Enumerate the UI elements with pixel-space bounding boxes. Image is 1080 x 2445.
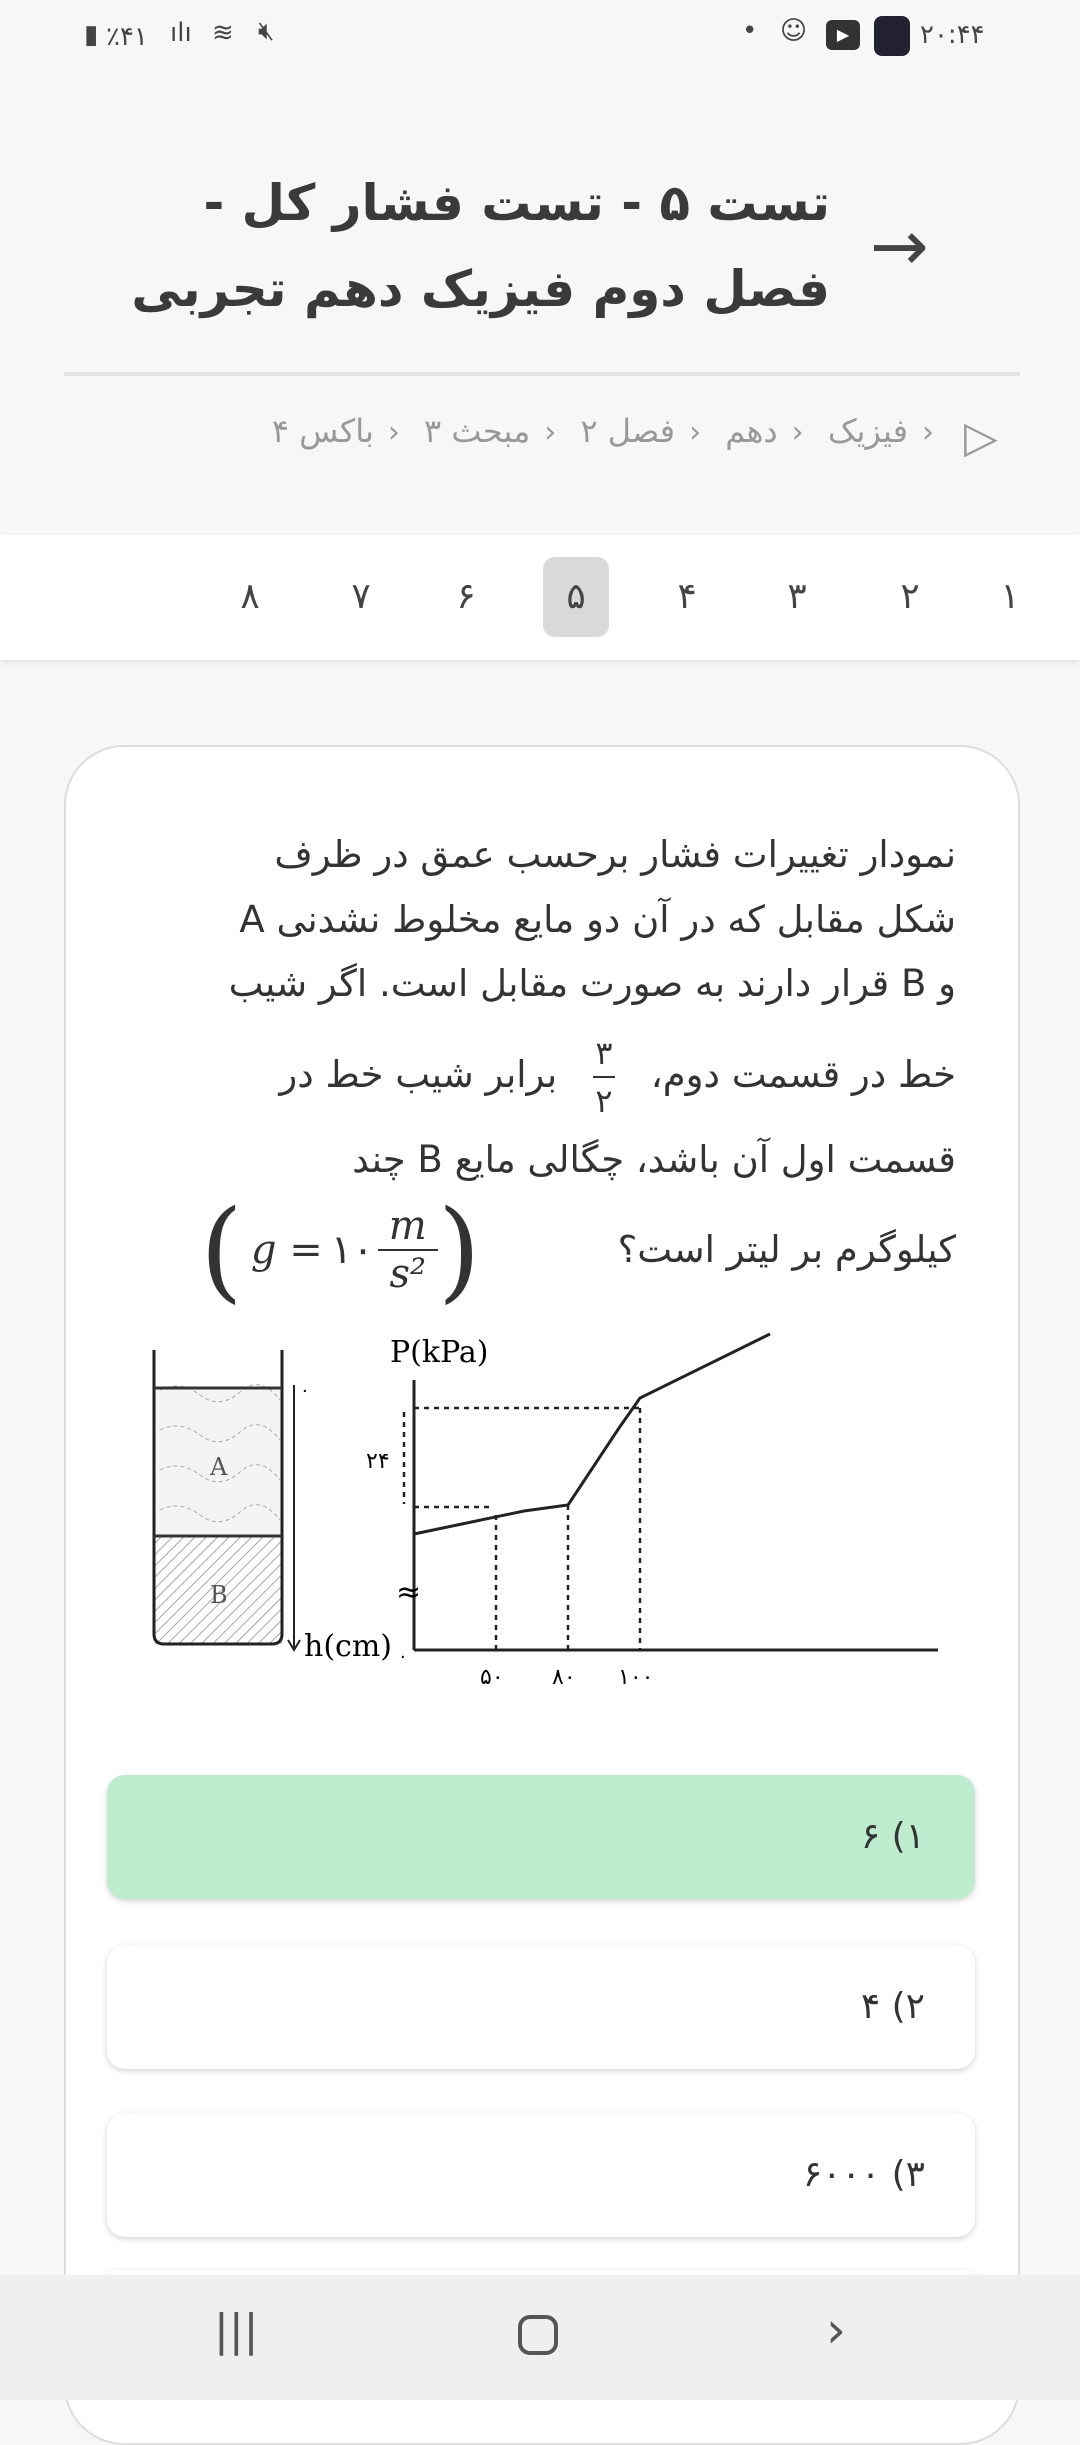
tab-6[interactable]: ۶ xyxy=(456,576,476,617)
mute-icon: 🔇︎ xyxy=(258,16,275,46)
container-diagram xyxy=(154,1350,392,1664)
breadcrumb-item[interactable]: فصل ۲ xyxy=(580,412,676,450)
tab-7[interactable]: ۷ xyxy=(351,576,371,617)
face-icon: ☺ xyxy=(780,16,808,46)
tab-1[interactable]: ۱ xyxy=(1000,576,1020,617)
divider xyxy=(64,372,1020,376)
question-text xyxy=(279,1030,956,1120)
play-outline-icon[interactable]: ▷ xyxy=(964,412,998,463)
question-text-part: برابر شیب خط در xyxy=(279,1053,558,1096)
option-3[interactable]: ۳) ۶۰۰۰ xyxy=(107,2113,975,2237)
page-title xyxy=(130,160,830,332)
status-bar xyxy=(0,0,1080,75)
formula-den: s² xyxy=(389,1251,427,1297)
liquid-b-label: B xyxy=(210,1581,228,1609)
formula-fraction xyxy=(378,1203,438,1297)
breadcrumb: ‹فیزیک ‹دهم ‹فصل ۲ ‹مبحث ۳ ‹باکس ۴ xyxy=(271,412,934,450)
system-nav-bar xyxy=(0,2275,1080,2400)
graph-origin: ۰ xyxy=(398,1646,408,1667)
formula-num: m xyxy=(388,1203,427,1249)
question-text: نمودار تغییرات فشار برحسب عمق در ظرف xyxy=(274,833,956,876)
question-text: کیلوگرم بر لیتر است؟ xyxy=(617,1228,956,1271)
tab-2[interactable]: ۲ xyxy=(900,576,920,617)
recent-apps-icon[interactable]: ||| xyxy=(214,2305,259,2356)
breadcrumb-item[interactable]: دهم xyxy=(725,412,778,450)
youtube-icon: ▶ xyxy=(826,20,860,50)
home-icon[interactable] xyxy=(518,2315,558,2355)
tab-4[interactable]: ۴ xyxy=(677,576,697,617)
title-line: فصل دوم فیزیک دهم تجربی xyxy=(131,260,830,318)
tab-5[interactable]: ۵ xyxy=(543,557,609,637)
formula-coef: ۱۰ xyxy=(330,1227,374,1273)
question-text: قسمت اول آن باشد، چگالی مایع B چند xyxy=(352,1138,956,1181)
wifi-icon: ≋ xyxy=(212,18,234,48)
arrow-right-icon[interactable]: → xyxy=(870,205,929,287)
breadcrumb-item[interactable]: باکس ۴ xyxy=(271,412,374,450)
axis-break-icon: ≈ xyxy=(396,1575,422,1610)
pressure-graph xyxy=(366,1334,938,1690)
fraction xyxy=(593,1034,615,1120)
question-tabs xyxy=(0,535,1080,660)
graph-ylabel: P(kPa) xyxy=(390,1335,489,1370)
question-figure xyxy=(140,1320,960,1690)
tab-8[interactable]: ۸ xyxy=(240,576,260,617)
dot-icon: • xyxy=(742,16,758,46)
depth-zero: ۰ xyxy=(300,1380,310,1401)
breadcrumb-item[interactable]: فیزیک xyxy=(827,412,908,450)
question-text: و B قرار دارند به صورت مقابل است. اگر شیب xyxy=(228,962,956,1005)
option-2[interactable]: ۲) ۴ xyxy=(107,1945,975,2069)
option-1[interactable]: ۱) ۶ xyxy=(107,1775,975,1899)
question-text: شکل مقابل که در آن دو مایع مخلوط نشدنی A xyxy=(239,898,956,941)
battery-icon: ▮ xyxy=(84,20,99,50)
formula-lhs: g = xyxy=(250,1227,323,1273)
breadcrumb-item[interactable]: مبحث ۳ xyxy=(424,412,531,450)
denominator: ۲ xyxy=(595,1081,613,1120)
x-tick: ۸۰ xyxy=(552,1665,576,1690)
depth-axis-label: h(cm) xyxy=(304,1629,392,1664)
battery-level: ٪۴۱ xyxy=(106,22,148,52)
gravity-formula: ( g = ۱۰ m s² ) xyxy=(200,1186,481,1314)
vpn-icon xyxy=(874,16,910,56)
x-tick: ۱۰۰ xyxy=(618,1665,654,1690)
delta-pressure-label: ۲۴ xyxy=(366,1449,390,1474)
tab-3[interactable]: ۳ xyxy=(787,576,807,617)
numerator: ۳ xyxy=(595,1033,613,1072)
signal-icon: ılı xyxy=(170,18,192,48)
back-icon[interactable]: › xyxy=(826,2301,846,2359)
x-tick: ۵۰ xyxy=(480,1665,504,1690)
title-line: تست ۵ - تست فشار کل - xyxy=(203,174,830,232)
question-text-part: خط در قسمت دوم، xyxy=(650,1053,956,1096)
liquid-a-label: A xyxy=(210,1453,228,1481)
clock: ۲۰:۴۴ xyxy=(920,20,985,50)
